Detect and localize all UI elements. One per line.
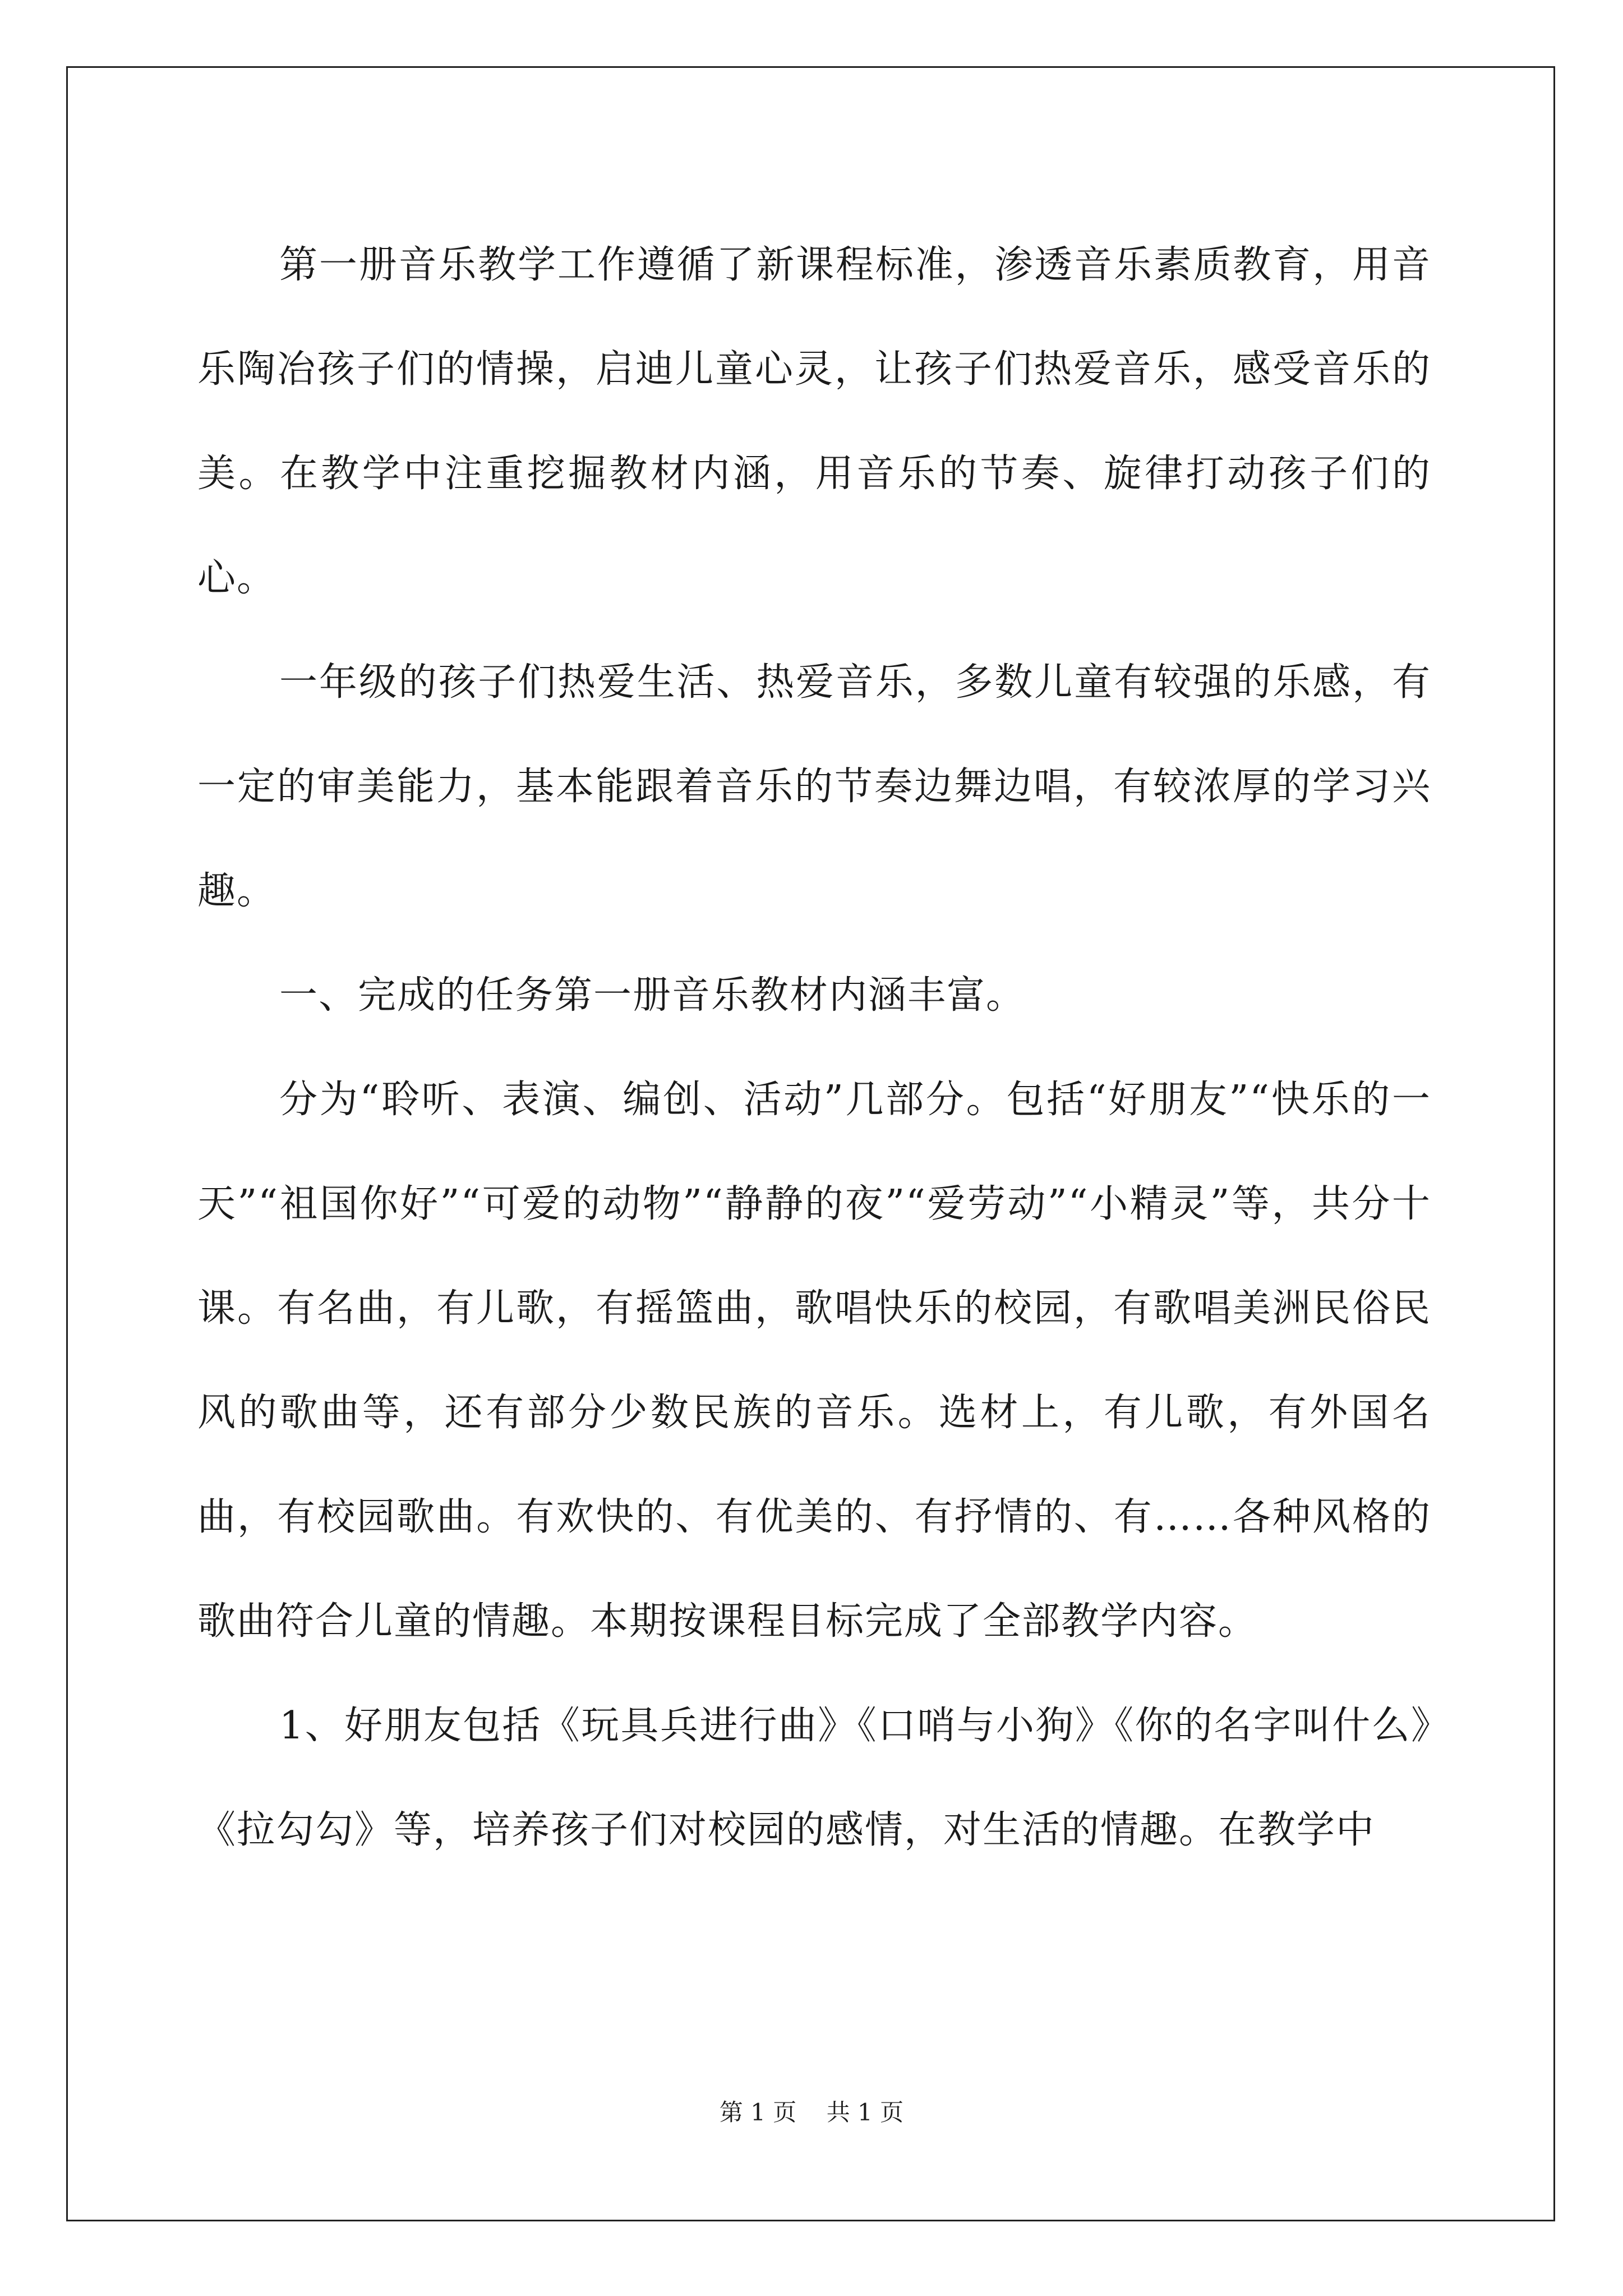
paragraph: 分为“聆听、表演、编创、活动”几部分。包括“好朋友”“快乐的一天”“祖国你好”“可爱的动物”“静静的夜”“爱劳动”“小精灵”等，共分十课。有名曲，有儿歌，有摇篮曲，歌唱快乐的校园，有歌唱美洲民俗民风的歌曲等，还有部分少数民族的音乐。选材上，有儿歌，有外国名曲，有校园歌曲。有欢快的、有优美的、有抒情的、有……各种风格的歌曲符合儿童的情趣。本期按课程目标完成了全部教学内容。: [197, 1078, 1431, 1644]
paragraph: 一年级的孩子们热爱生活、热爱音乐，多数儿童有较强的乐感，有一定的审美能力，基本能跟着音乐的节奏边舞边唱，有较浓厚的学习兴趣。: [197, 660, 1431, 913]
document-body: [197, 213, 1431, 1883]
paragraph: 第一册音乐教学工作遵循了新课程标准，渗透音乐素质教育，用音乐陶冶孩子们的情操，启迪儿童心灵，让孩子们热爱音乐，感受音乐的美。在教学中注重挖掘教材内涵，用音乐的节奏、旋律打动孩子们的心。: [197, 243, 1431, 600]
page-number-label: 第 1 页 共 1 页: [719, 2099, 904, 2126]
paragraph: 1、好朋友包括《玩具兵进行曲》《口哨与小狗》《你的名字叫什么》《拉勾勾》等，培养孩子们对校园的感情，对生活的情趣。在教学中: [197, 1704, 1431, 1852]
paragraph: 一、完成的任务第一册音乐教材内涵丰富。: [279, 973, 1026, 1018]
page-footer: [0, 2094, 1623, 2128]
